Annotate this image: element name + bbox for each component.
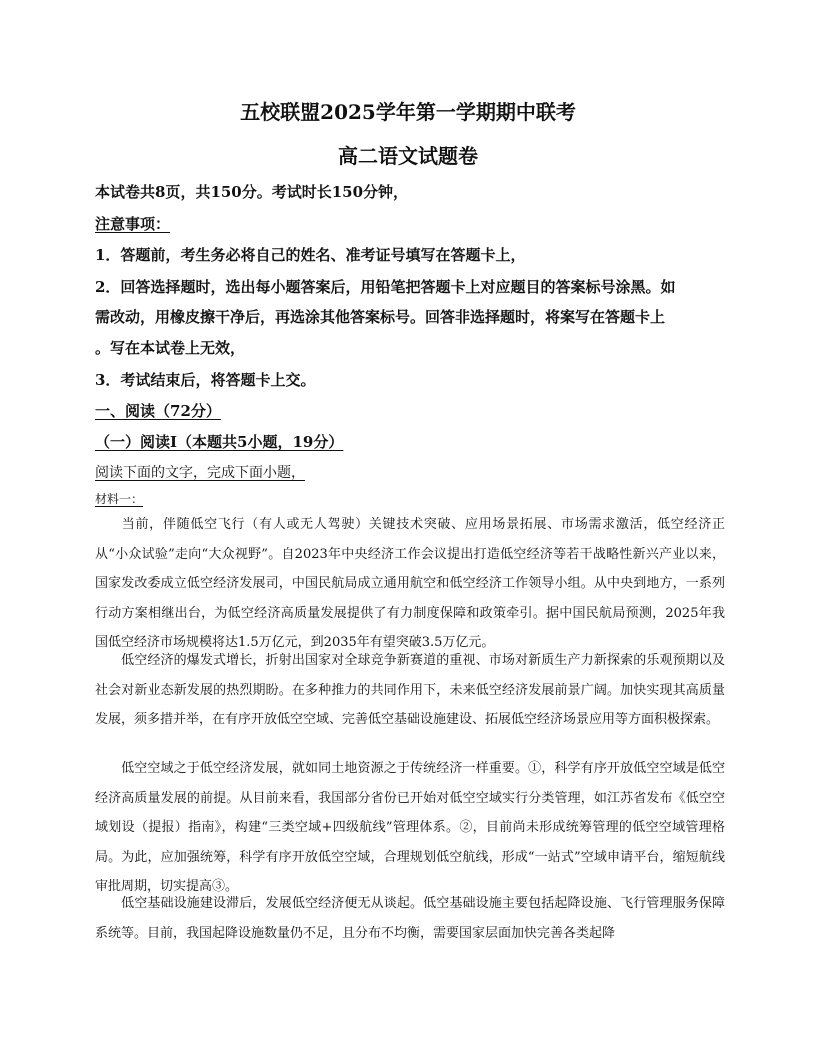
notice-heading-row [95, 213, 724, 234]
exam-summary: 本试卷共8页，共150分。考试时长150分钟， [95, 183, 409, 201]
notice-item-3: 3．考试结束后，将答题卡上交。 [95, 371, 316, 389]
material-label: 材料一： [95, 492, 144, 506]
sub-section-heading-row [95, 431, 724, 452]
notice-item-2-line-3: 。写在本试卷上无效， [95, 339, 246, 357]
reading-instruction: 阅读下面的文字，完成下面小题， [95, 465, 305, 481]
paragraph-1-text: 当前，伴随低空飞行（有人或无人驾驶）关键技术突破、应用场景拓展、市场需求激活，低空经济正从“小众试验”走向“大众视野”。自2023年中央经济工作会议提出打造低空经济等若干战略性新兴产业以来，国家发改委成立低空经济发展司，中国民航局成立通用航空和低空经济工作领导小组。从中央到地方，一系列行动方案相继出台，为低空经济高质量发展提供了有力制度保障和政策牵引。据中国民航局预测，2025年我国低空经济市场规模将达1.5万亿元，到2035年有望突破3.5万亿元。 [95, 517, 725, 650]
paragraph-2-text: 低空经济的爆发式增长，折射出国家对全球竞争新赛道的重视、市场对新质生产力新探索的乐观预期以及社会对新业态新发展的热烈期盼。在多种推力的共同作用下，未来低空经济发展前景广阔。加快实现其高质量发展，须多措并举，在有序开放低空空域、完善低空基础设施建设、拓展低空经济场景应用等方面积极探索。 [95, 653, 725, 727]
exam-subtitle: 高二语文试题卷 [338, 144, 478, 168]
paragraph-2 [95, 646, 725, 735]
exam-title: 五校联盟2025学年第一学期期中联考 [240, 100, 576, 124]
instruction-row [95, 462, 724, 482]
sub-section-heading: （一）阅读Ⅰ（本题共5小题，19分） [95, 433, 344, 451]
paragraph-1 [95, 510, 725, 658]
paragraph-4 [95, 889, 725, 948]
material-label-row [95, 490, 724, 507]
paragraph-3 [95, 754, 725, 902]
section-heading-row [95, 400, 724, 421]
paragraph-4-text: 低空基础设施建设滞后，发展低空经济便无从谈起。低空基础设施主要包括起降设施、飞行管理服务保障系统等。目前，我国起降设施数量仍不足，且分布不均衡，需要国家层面加快完善各类起降 [95, 896, 725, 941]
notice-item-2-line-1: 2．回答选择题时，选出每小题答案后，用铅笔把答题卡上对应题目的答案标号涂黑。如 [95, 278, 676, 296]
notice-heading: 注意事项： [95, 215, 171, 233]
section-heading: 一、阅读（72分） [95, 402, 221, 420]
notice-item-2-line-2: 需改动，用橡皮擦干净后，再选涂其他答案标号。回答非选择题时，将案写在答题卡上 [95, 308, 666, 326]
paragraph-3-text: 低空空域之于低空经济发展，就如同土地资源之于传统经济一样重要。①，科学有序开放低空空域是低空经济高质量发展的前提。从目前来看，我国部分省份已开始对低空空域实行分类管理，如江苏省发布《低空空域划设（提报）指南》，构建“三类空域+四级航线”管理体系。②，目前尚未形成统筹管理的低空空域管理格局。为此，应加强统筹，科学有序开放低空空域，合理规划低空航线，形成“一站式”空域申请平台，缩短航线审批周期，切实提高③。 [95, 761, 725, 894]
notice-item-1: 1．答题前，考生务必将自己的姓名、准考证号填写在答题卡上， [95, 246, 526, 264]
